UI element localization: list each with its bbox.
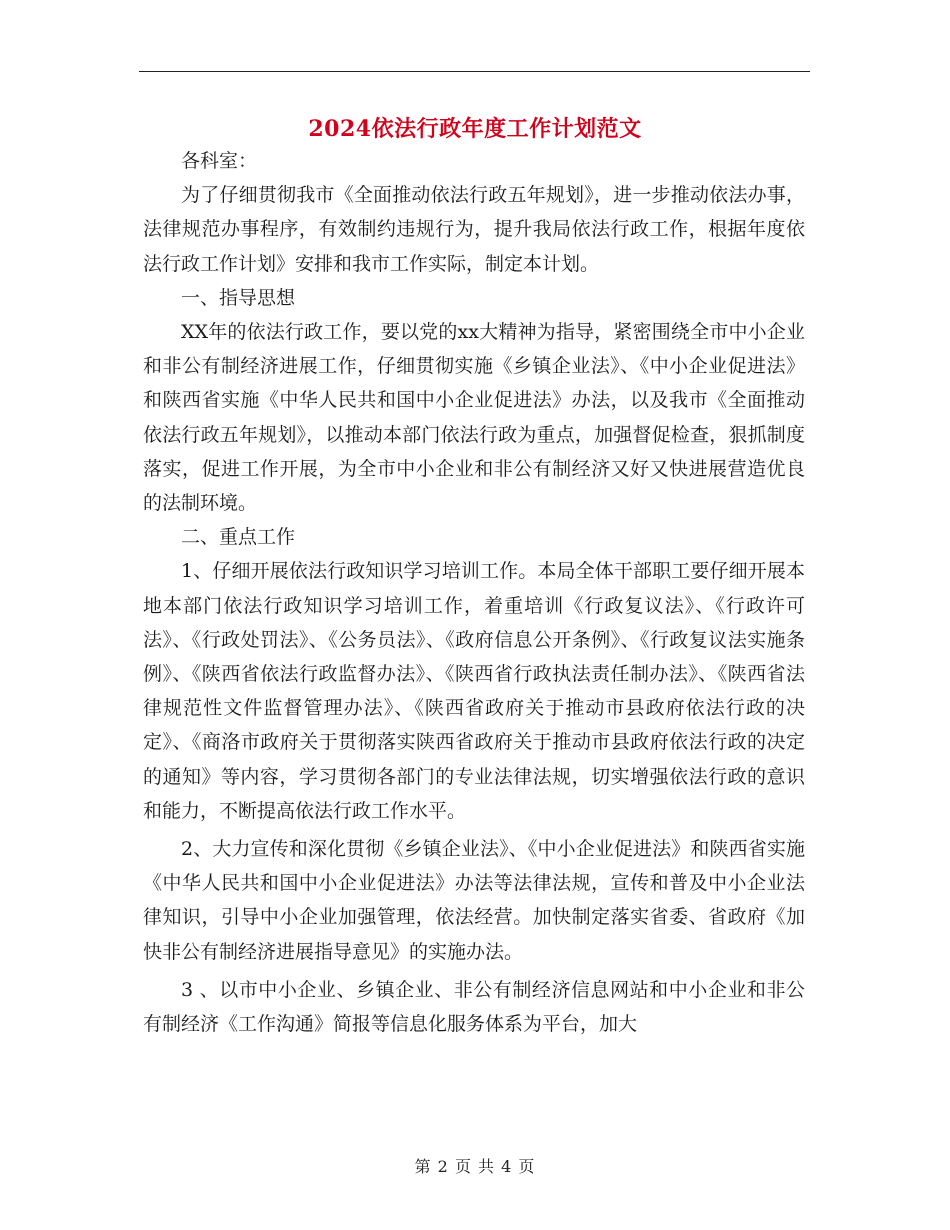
paragraph-key-work-1: 1、仔细开展依法行政知识学习培训工作。本局全体干部职工要仔细开展本地本部门依法行政知识学习培训工作，着重培训《行政复议法》、《行政许可法》、《行政处罚法》、《公务员法》、《政府信息公开条例》、《行政复议法实施条例》、《陕西省依法行政监督办法》、《陕西省行政执法责任制办法》、《陕西省法律规范性文件监督管理办法》、《陕西省政府关于推动市县政府依法行政的决定》、《商洛市政府关于贯彻落实陕西省政府关于推动市县政府依法行政的决定的通知》等内容，学习贯彻各部门的专业法律法规，切实增强依法行政的意识和能力，不断提高依法行政工作水平。 [143,560,805,822]
document-title: 2024依法行政年度工作计划范文 [308,116,642,142]
document-body [143,144,805,1041]
paragraph-key-work-2: 2、大力宣传和深化贯彻《乡镇企业法》、《中小企业促进法》和陕西省实施《中华人民共和国中小企业促进法》办法等法律法规，宣传和普及中小企业法律知识，引导中小企业加强管理，依法经营。加快制定落实省委、省政府《加快非公有制经济进展指导意见》的实施办法。 [143,838,805,963]
paragraph-guiding-ideology: XX年的依法行政工作，要以党的xx大精神为指导，紧密围绕全市中小企业和非公有制经济进展工作，仔细贯彻实施《乡镇企业法》、《中小企业促进法》和陕西省实施《中华人民共和国中小企业促进法》办法，以及我市《全面推动依法行政五年规划》，以推动本部门依法行政为重点，加强督促检查，狠抓制度落实，促进工作开展，为全市中小企业和非公有制经济又好又快进展营造优良的法制环境。 [143,321,805,515]
paragraph-intro: 为了仔细贯彻我市《全面推动依法行政五年规划》，进一步推动依法办事，法律规范办事程序，有效制约违规行为，提升我局依法行政工作，根据年度依法行政工作计划》安排和我市工作实际，制定本计划。 [143,184,805,275]
paragraph-key-work-3: 3 、以市中小企业、乡镇企业、非公有制经济信息网站和中小企业和非公有制经济《工作沟通》简报等信息化服务体系为平台，加大 [143,978,805,1036]
paragraph-salutation: 各科室： [181,150,258,172]
page-number: 第 2 页 共 4 页 [414,1157,536,1176]
section-heading-key-work: 二、重点工作 [181,526,296,549]
section-heading-guiding-ideology: 一、指导思想 [181,286,296,309]
header-rule [139,71,810,72]
